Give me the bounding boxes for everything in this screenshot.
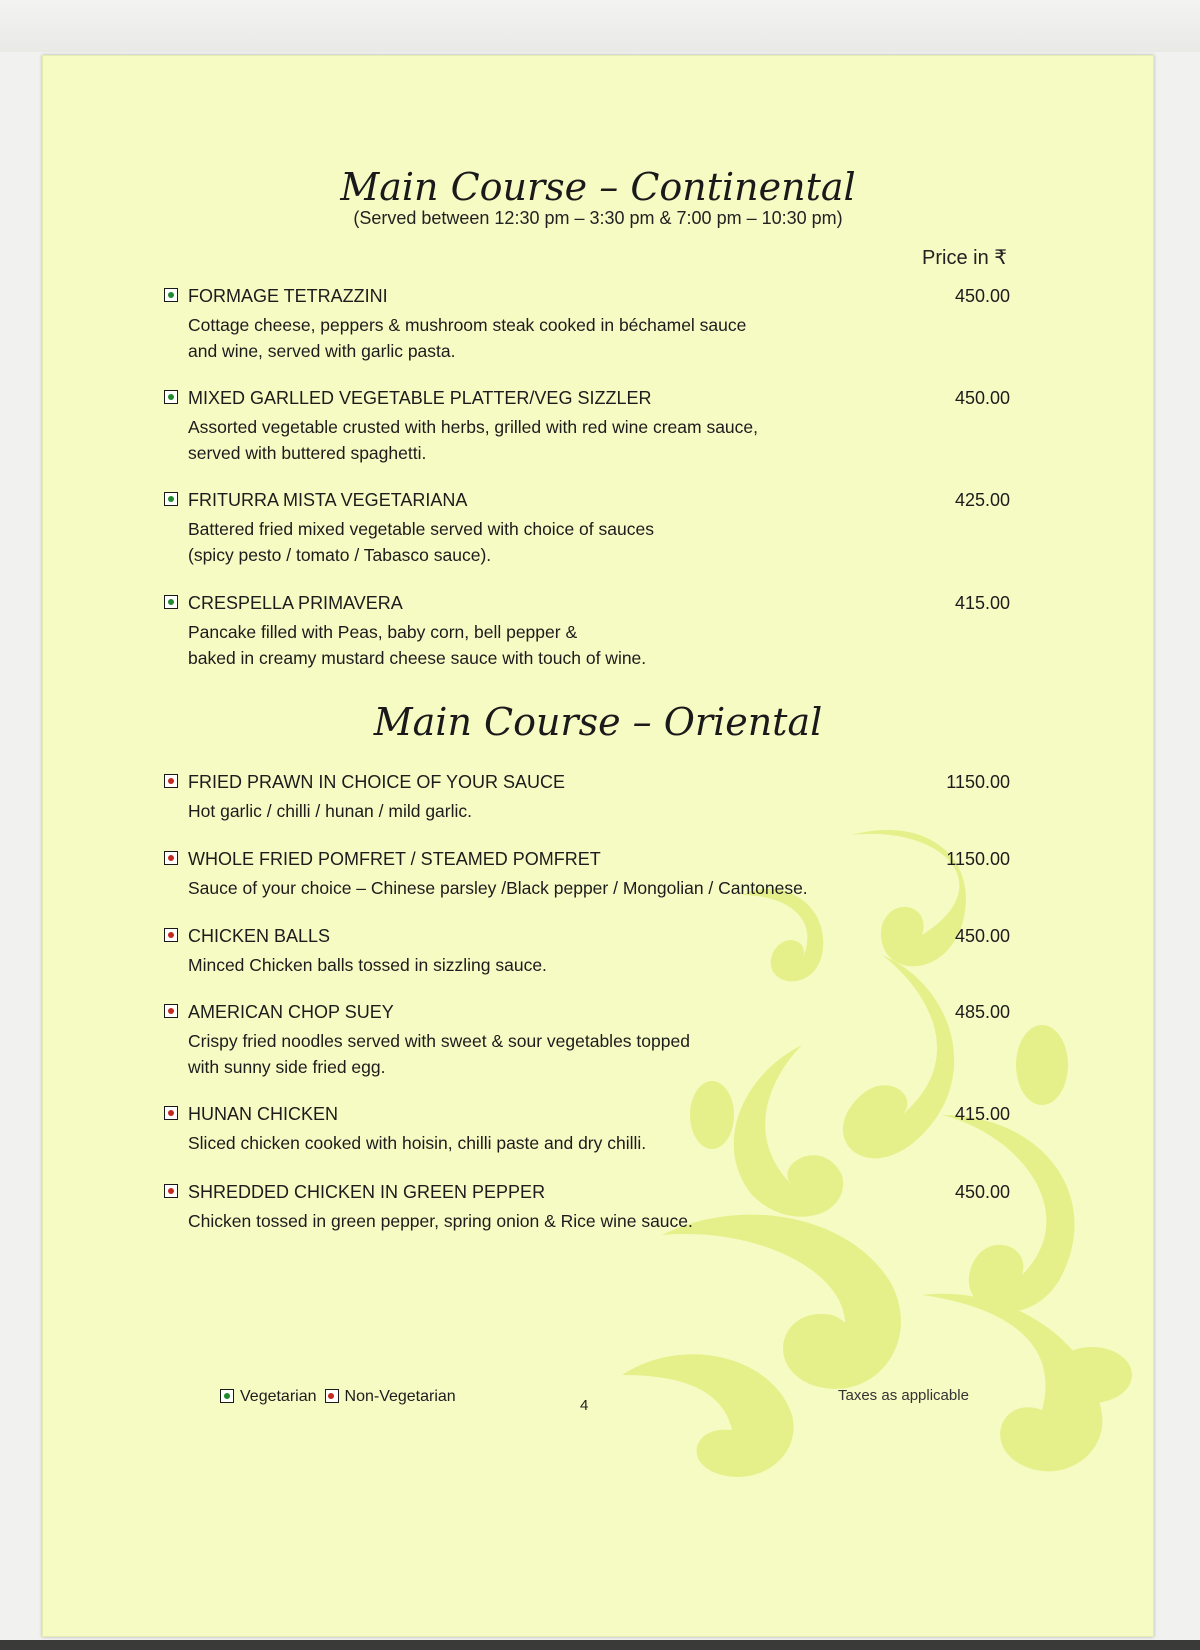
item-name: AMERICAN CHOP SUEY [188,1002,394,1022]
item-description [188,875,928,901]
taxes-note: Taxes as applicable [838,1387,969,1404]
item-description-line: Crispy fried noodles served with sweet & sour vegetables topped [188,1031,690,1051]
item-description [188,619,868,671]
diet-legend [220,1387,456,1406]
item-description-line: Minced Chicken balls tossed in sizzling sauce. [188,955,547,975]
item-description [188,312,868,364]
item-price: 1150.00 [946,772,1010,792]
page-number: 4 [580,1397,589,1414]
legend-nonveg-label: Non-Vegetarian [344,1388,456,1405]
item-price: 415.00 [954,1104,1010,1124]
menu-page [42,55,1154,1637]
scan-background-top [0,0,1200,52]
nonveg-marker-icon [164,1004,178,1018]
continental-title: Main Course – Continental [340,165,856,209]
item-name: WHOLE FRIED POMFRET / STEAMED POMFRET [188,849,601,869]
item-description-line: Battered fried mixed vegetable served with choice of sauces [188,519,654,539]
nonveg-marker-icon [164,851,178,865]
item-description-line: (spicy pesto / tomato / Tabasco sauce). [188,545,492,565]
item-description-line: baked in creamy mustard cheese sauce with touch of wine. [188,648,647,668]
nonveg-marker-icon [164,774,178,788]
item-name: FRIED PRAWN IN CHOICE OF YOUR SAUCE [188,772,566,792]
item-price: 485.00 [954,1002,1010,1022]
item-name: CRESPELLA PRIMAVERA [188,593,403,613]
nonveg-marker-icon [164,928,178,942]
item-price: 425.00 [954,490,1010,510]
item-description-line: Assorted vegetable crusted with herbs, grilled with red wine cream sauce, [188,417,758,437]
item-description-line: Pancake filled with Peas, baby corn, bell pepper & [188,622,578,642]
item-price: 450.00 [954,926,1010,946]
item-description-line: Cottage cheese, peppers & mushroom steak cooked in béchamel sauce [188,315,747,335]
item-name: FRITURRA MISTA VEGETARIANA [188,490,468,510]
oriental-title: Main Course – Oriental [373,700,823,744]
item-description-line: with sunny side fried egg. [188,1057,386,1077]
item-name: CHICKEN BALLS [188,926,331,946]
item-price: 450.00 [954,286,1010,306]
item-description-line: Sliced chicken cooked with hoisin, chilli paste and dry chilli. [188,1133,647,1153]
veg-marker-icon [164,390,178,404]
item-price: 450.00 [954,1182,1010,1202]
item-name: HUNAN CHICKEN [188,1104,339,1124]
item-price: 1150.00 [946,849,1010,869]
item-description [188,516,868,568]
legend-veg-label: Vegetarian [240,1388,317,1405]
nonveg-marker-icon [164,1106,178,1120]
price-header: Price in ₹ [922,247,1007,269]
item-name: MIXED GARLLED VEGETABLE PLATTER/VEG SIZZLER [188,388,652,408]
item-price: 415.00 [954,593,1010,613]
continental-serving-hours: (Served between 12:30 pm – 3:30 pm & 7:00 pm – 10:30 pm) [353,208,843,228]
nonveg-marker-icon [325,1389,339,1403]
item-name: FORMAGE TETRAZZINI [188,286,388,306]
item-price: 450.00 [954,388,1010,408]
item-description [188,952,868,978]
item-description-line: served with buttered spaghetti. [188,443,427,463]
nonveg-marker-icon [164,1184,178,1198]
veg-marker-icon [164,492,178,506]
item-description [188,1028,868,1080]
item-description [188,798,868,824]
veg-marker-icon [220,1389,234,1403]
item-description-line: Sauce of your choice – Chinese parsley /Black pepper / Mongolian / Cantonese. [188,878,808,898]
item-description-line: and wine, served with garlic pasta. [188,341,456,361]
item-description [188,1208,868,1234]
item-description [188,414,868,466]
item-description [188,1130,868,1156]
item-description-line: Hot garlic / chilli / hunan / mild garlic. [188,801,472,821]
scan-background-bottom [0,1640,1200,1650]
veg-marker-icon [164,288,178,302]
item-description-line: Chicken tossed in green pepper, spring onion & Rice wine sauce. [188,1211,693,1231]
veg-marker-icon [164,595,178,609]
item-name: SHREDDED CHICKEN IN GREEN PEPPER [188,1182,546,1202]
